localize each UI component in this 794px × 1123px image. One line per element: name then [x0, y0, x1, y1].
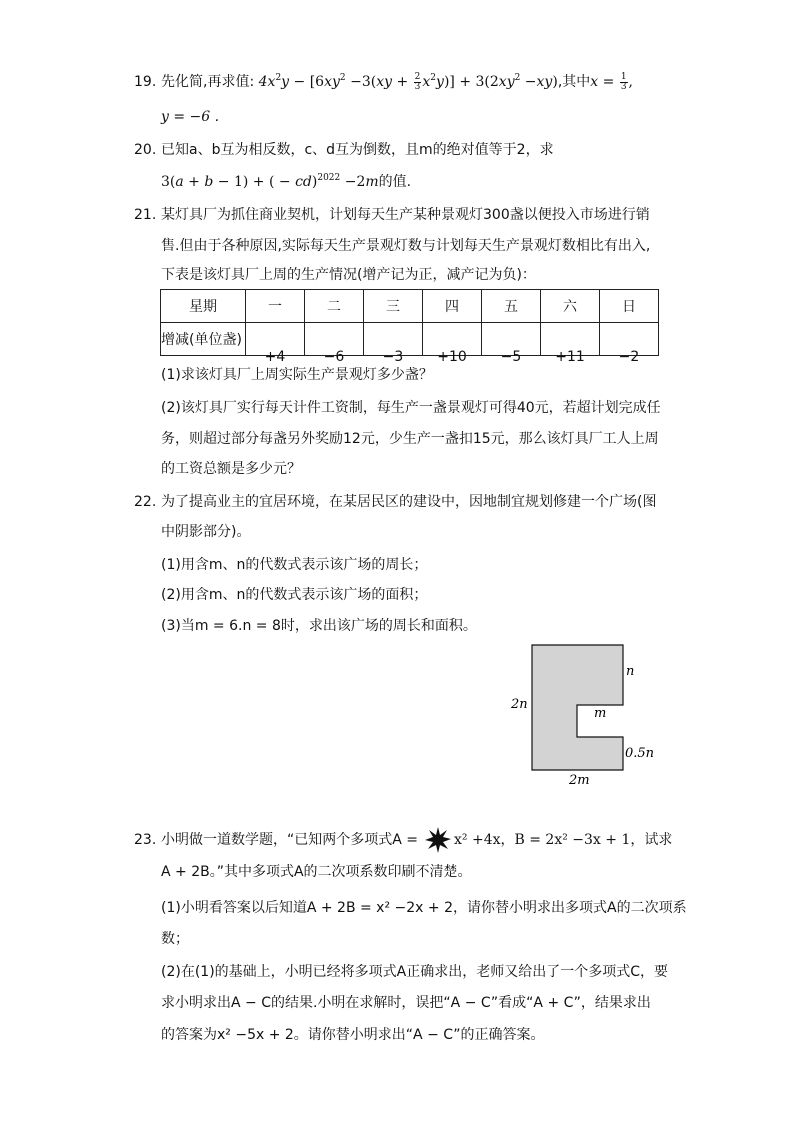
q23-line-2: A + 2B。”其中多项式A的二次项系数印刷不清楚。 — [161, 864, 472, 880]
label-0.5n-bottom-right: 0.5n — [625, 746, 655, 761]
table-day-cell: 六 — [541, 290, 600, 323]
q21-line-1: 某灯具厂为抓住商业契机，计划每天生产某种景观灯300盏以便投入市场进行销 — [161, 207, 650, 223]
table-value-row — [161, 323, 659, 356]
q21-line-2: 售.但由于各种原因,实际每天生产景观灯数与计划每天生产景观灯数相比有出入, — [161, 238, 651, 254]
q22-sub-3: (3)当m = 6.n = 8时，求出该广场的周长和面积。 — [161, 618, 477, 634]
table-value-cell: −5 — [500, 349, 522, 365]
table-header-label: 星期 — [161, 290, 246, 323]
label-2n-left: 2n — [511, 697, 528, 712]
q21-sub-2-line-2: 务，则超过部分每盏另外奖励12元，少生产一盏扣15元，那么该灯具厂工人上周 — [161, 431, 659, 447]
q21-sub-2-line-3: 的工资总额是多少元？ — [161, 461, 301, 477]
question-number: 22. — [134, 494, 157, 510]
label-m-notch: m — [594, 706, 607, 721]
table-day-cell: 一 — [246, 290, 305, 323]
question-number: 21. — [134, 207, 157, 223]
q23-sub-2-line-2: 求小明求出A − C的结果.小明在求解时，误把“A − C”看成“A + C”，结果求出 — [161, 995, 651, 1011]
q22-line-1: 为了提高业主的宜居环境，在某居民区的建设中，因地制宜规划修建一个广场(图 — [161, 494, 657, 510]
q23-line-1-prefix: 小明做一道数学题，“已知两个多项式A = — [161, 832, 419, 848]
q21-line-3: 下表是该灯具厂上周的生产情况(增产记为正，减产记为负)： — [161, 267, 536, 283]
table-day-cell: 五 — [482, 290, 541, 323]
plaza-shaded-region — [532, 645, 623, 770]
q19-line-1 — [161, 72, 633, 92]
q20-line-1: 已知a、b互为相反数，c、d互为倒数，且m的绝对值等于2，求 — [161, 142, 554, 158]
table-value-cell: −6 — [323, 349, 345, 365]
q20-expression: 3(a + b − 1) + ( − cd)$^{2022}$ −2m — [161, 173, 379, 190]
table-day-cell: 三 — [364, 290, 423, 323]
q23-line-1-rest: x² +4x，B = 2x² −3x + 1，试求 — [454, 832, 673, 848]
table-header-row — [161, 290, 659, 323]
q22-line-2: 中阴影部分)。 — [161, 524, 251, 540]
label-2m-bottom: 2m — [569, 773, 590, 788]
label-n-top-right: n — [626, 664, 635, 679]
table-value-cell: +10 — [437, 349, 467, 365]
q22-sub-1: (1)用含m、n的代数式表示该广场的周长； — [161, 557, 428, 573]
table-value-cell: −2 — [618, 349, 640, 365]
q20-line-2 — [161, 172, 411, 192]
q19-expression: $4x^2y - [6xy^2 -3(xy$ + $\frac{2}{3}$ $x^2y)] + 3(2xy^2 -xy)$ — [258, 71, 558, 92]
table-value-cell: +4 — [264, 349, 286, 365]
question-number: 20. — [134, 142, 157, 158]
q22-sub-2: (2)用含m、n的代数式表示该广场的面积； — [161, 587, 428, 603]
production-table — [160, 289, 659, 365]
table-day-cell: 日 — [600, 290, 659, 323]
question-number: 19. — [134, 74, 157, 90]
table-row-label: 增减(单位盏) — [161, 323, 246, 356]
q23-sub-2-line-1: (2)在(1)的基础上，小明已经将多项式A正确求出，老师又给出了一个多项式C，要 — [161, 964, 669, 980]
ink-blot-icon — [425, 827, 451, 853]
q19-prefix: 先化简,再求值: — [161, 74, 259, 90]
q19-line-2: y = −6 . — [161, 109, 220, 125]
q20-suffix: 的值. — [378, 174, 412, 190]
table-value-cell: −3 — [382, 349, 404, 365]
q21-sub-2-line-1: (2)该灯具厂实行每天计件工资制，每生产一盏景观灯可得40元，若超计划完成任 — [161, 400, 661, 416]
q23-sub-2-line-3: 的答案为x² −5x + 2。请你替小明求出“A − C”的正确答案。 — [161, 1027, 545, 1043]
q19-suffix: ,其中 — [557, 74, 591, 90]
plaza-diagram — [505, 640, 665, 790]
q23-sub-1-line-1: (1)小明看答案以后知道A + 2B = x² −2x + 2，请你替小明求出多项式A的二次项系 — [161, 900, 687, 916]
table-day-cell: 四 — [423, 290, 482, 323]
plaza-figure — [505, 640, 665, 790]
table-day-cell: 二 — [305, 290, 364, 323]
q21-sub-1: (1)求该灯具厂上周实际生产景观灯多少盏？ — [161, 367, 433, 383]
table-value-cell: +11 — [555, 349, 585, 365]
q19-x-value: x = $\frac{1}{3}$ , — [590, 71, 633, 92]
question-number: 23. — [134, 832, 157, 848]
q23-sub-1-line-2: 数； — [161, 931, 189, 947]
